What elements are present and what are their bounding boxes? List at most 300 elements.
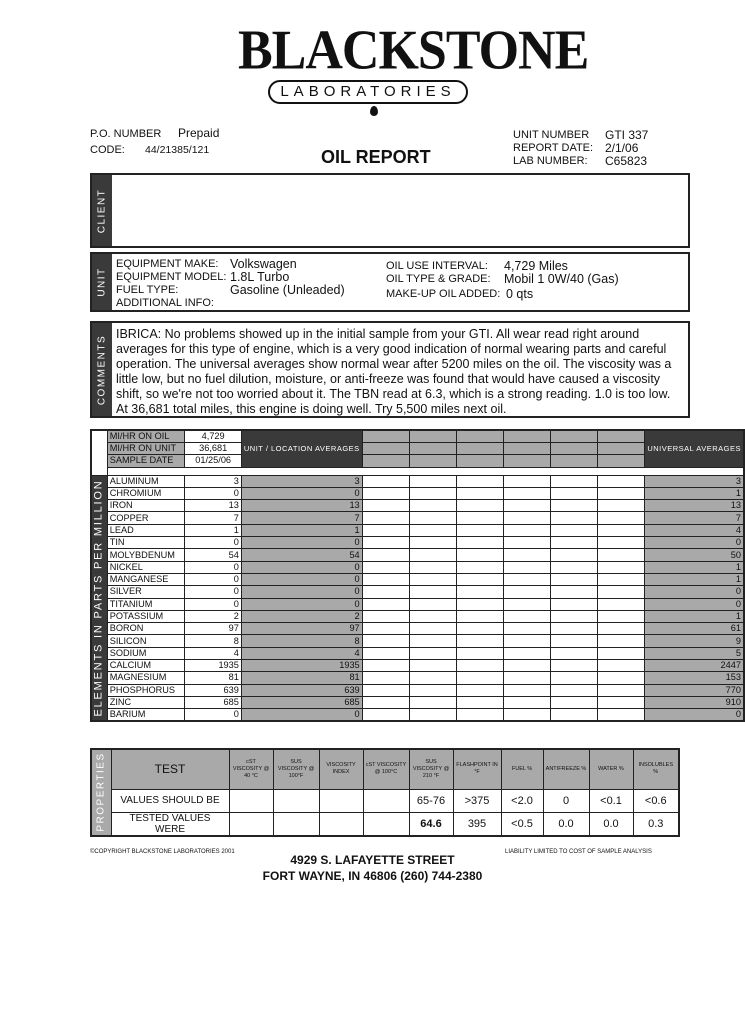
property-header: SUS VISCOSITY @ 210 °F [409, 749, 453, 789]
empty-cell [551, 500, 598, 512]
empty-cell [551, 561, 598, 573]
element-value: 0 [185, 709, 241, 722]
empty-cell [598, 696, 645, 708]
unit-averages-header: UNIT / LOCATION AVERAGES [241, 430, 362, 467]
empty-cell [598, 623, 645, 635]
element-value: 4 [185, 647, 241, 659]
empty-cell [504, 475, 551, 487]
tested-values-label: TESTED VALUES WERE [111, 812, 229, 836]
equipment-make: EQUIPMENT MAKE: [116, 258, 219, 270]
empty-cell [504, 660, 551, 672]
property-header: ANTIFREEZE % [543, 749, 589, 789]
empty-cell [551, 487, 598, 499]
report-date [513, 141, 639, 155]
empty-cell [551, 709, 598, 722]
oil-drop-icon [370, 106, 378, 116]
element-row [91, 647, 744, 659]
po-number [90, 126, 220, 140]
empty-cell [362, 598, 409, 610]
additional-info: ADDITIONAL INFO: [116, 297, 214, 309]
unit-side-label: UNIT [92, 254, 112, 310]
empty-cell [598, 709, 645, 722]
expected-value: <0.1 [589, 789, 633, 812]
element-universal-average: 0 [645, 709, 744, 722]
makeup-oil-value: 0 qts [506, 287, 534, 301]
empty-cell [362, 623, 409, 635]
element-row [91, 524, 744, 536]
empty-cell [456, 524, 503, 536]
empty-cell [598, 610, 645, 622]
po-number-value: Prepaid [178, 126, 220, 140]
empty-cell [409, 623, 456, 635]
empty-cell [598, 672, 645, 684]
empty-cell [456, 549, 503, 561]
element-unit-average: 7 [241, 512, 362, 524]
comments-side-label: COMMENTS [92, 323, 112, 416]
empty-cell [362, 512, 409, 524]
test-header: TEST [111, 749, 229, 789]
element-name: TIN [107, 537, 185, 549]
element-unit-average: 0 [241, 709, 362, 722]
element-value: 81 [185, 672, 241, 684]
expected-value [273, 789, 319, 812]
element-name: MANGANESE [107, 573, 185, 585]
empty-cell [456, 598, 503, 610]
empty-cell [504, 500, 551, 512]
tested-value [229, 812, 273, 836]
logo-wordmark: BLACKSTONE [238, 19, 589, 82]
expected-value: <2.0 [501, 789, 543, 812]
equipment-model: EQUIPMENT MODEL: [116, 271, 227, 283]
equipment-make-value: Volkswagen [230, 257, 297, 271]
empty-cell [504, 672, 551, 684]
element-value: 0 [185, 586, 241, 598]
property-header: cST VISCOSITY @ 100°C [363, 749, 409, 789]
lab-number-value: C65823 [605, 154, 648, 168]
empty-cell [456, 610, 503, 622]
element-universal-average: 7 [645, 512, 744, 524]
client-section [90, 173, 690, 248]
element-name: SILICON [107, 635, 185, 647]
element-name: POTASSIUM [107, 610, 185, 622]
element-row [91, 573, 744, 585]
company-logo [238, 19, 589, 116]
element-unit-average: 3 [241, 475, 362, 487]
empty-cell [456, 635, 503, 647]
empty-cell [456, 672, 503, 684]
comments-text: IBRICA: No problems showed up in the initial sample from your GTI. All wear read right around averages for this type of engine, which is a very good indication of normal wearing parts and careful operation. The universal averages show normal wear after 5200 miles on the oil. The viscosity was a little low, but no fuel dilution, moisture, or anti-freeze was found that would have caused a viscosity shift, so we're not too worried about it. The TBN read at 6.3, which is a strong reading. 1.0 is too low. At 36,681 total miles, this engine is doing well. Try 5,500 miles next oil. [116, 327, 672, 416]
empty-cell [409, 672, 456, 684]
element-unit-average: 97 [241, 623, 362, 635]
empty-cell [551, 573, 598, 585]
client-side-label: CLIENT [92, 175, 112, 246]
empty-cell [409, 455, 456, 467]
element-universal-average: 770 [645, 684, 744, 696]
empty-cell [504, 537, 551, 549]
oil-type-grade-value: Mobil 1 0W/40 (Gas) [504, 272, 619, 286]
empty-cell [598, 660, 645, 672]
empty-cell [598, 586, 645, 598]
empty-cell [551, 475, 598, 487]
empty-cell [551, 623, 598, 635]
empty-cell [409, 709, 456, 722]
empty-cell [504, 561, 551, 573]
meta-label: MI/HR ON UNIT [107, 443, 185, 455]
element-name: MAGNESIUM [107, 672, 185, 684]
empty-cell [456, 443, 503, 455]
element-name: BARIUM [107, 709, 185, 722]
empty-cell [598, 573, 645, 585]
element-unit-average: 639 [241, 684, 362, 696]
element-name: MOLYBDENUM [107, 549, 185, 561]
element-row [91, 623, 744, 635]
meta-value: 4,729 [185, 430, 241, 443]
empty-cell [362, 455, 409, 467]
element-value: 0 [185, 573, 241, 585]
empty-cell [598, 549, 645, 561]
element-unit-average: 4 [241, 647, 362, 659]
empty-cell [456, 475, 503, 487]
element-universal-average: 0 [645, 537, 744, 549]
properties-header-row [91, 749, 679, 789]
properties-table [90, 748, 680, 837]
empty-cell [551, 524, 598, 536]
address-street: 4929 S. LAFAYETTE STREET [290, 853, 455, 867]
property-header: WATER % [589, 749, 633, 789]
empty-cell [598, 512, 645, 524]
empty-cell [598, 598, 645, 610]
tested-value: 0.0 [543, 812, 589, 836]
element-value: 2 [185, 610, 241, 622]
empty-cell [504, 635, 551, 647]
element-row [91, 635, 744, 647]
empty-cell [504, 524, 551, 536]
unit-number-value: GTI 337 [605, 128, 649, 142]
tested-value [363, 812, 409, 836]
empty-cell [362, 573, 409, 585]
meta-value: 01/25/06 [185, 455, 241, 467]
meta-value: 36,681 [185, 443, 241, 455]
empty-cell [362, 537, 409, 549]
element-universal-average: 1 [645, 610, 744, 622]
empty-cell [362, 635, 409, 647]
empty-cell [456, 561, 503, 573]
property-header: FLASHPOINT IN °F [453, 749, 501, 789]
fuel-type: FUEL TYPE: [116, 284, 179, 296]
element-row [91, 537, 744, 549]
empty-cell [551, 455, 598, 467]
element-row [91, 696, 744, 708]
values-should-be-row [91, 789, 679, 812]
element-universal-average: 4 [645, 524, 744, 536]
element-row [91, 475, 744, 487]
empty-cell [598, 443, 645, 455]
element-unit-average: 81 [241, 672, 362, 684]
tested-value: 395 [453, 812, 501, 836]
element-unit-average: 0 [241, 561, 362, 573]
element-row [91, 684, 744, 696]
empty-cell [409, 512, 456, 524]
empty-cell [598, 430, 645, 443]
empty-cell [456, 586, 503, 598]
element-name: SILVER [107, 586, 185, 598]
expected-value: 65-76 [409, 789, 453, 812]
empty-cell [551, 598, 598, 610]
oil-type-grade: OIL TYPE & GRADE: [386, 273, 491, 285]
empty-cell [504, 586, 551, 598]
empty-cell [598, 524, 645, 536]
universal-averages-header: UNIVERSAL AVERAGES [645, 430, 744, 467]
element-unit-average: 1935 [241, 660, 362, 672]
element-row [91, 512, 744, 524]
empty-cell [409, 524, 456, 536]
empty-cell [362, 487, 409, 499]
empty-cell [362, 586, 409, 598]
expected-value: >375 [453, 789, 501, 812]
po-number-label: P.O. NUMBER [90, 128, 162, 140]
empty-cell [409, 487, 456, 499]
tested-value: 0.3 [633, 812, 679, 836]
empty-cell [456, 684, 503, 696]
element-universal-average: 3 [645, 475, 744, 487]
element-unit-average: 13 [241, 500, 362, 512]
empty-cell [551, 660, 598, 672]
empty-cell [409, 610, 456, 622]
element-value: 0 [185, 561, 241, 573]
element-universal-average: 9 [645, 635, 744, 647]
property-header: SUS VISCOSITY @ 100°F [273, 749, 319, 789]
element-unit-average: 2 [241, 610, 362, 622]
empty-cell [409, 475, 456, 487]
element-row [91, 549, 744, 561]
element-row [91, 598, 744, 610]
empty-cell [598, 561, 645, 573]
empty-cell [598, 500, 645, 512]
element-name: BORON [107, 623, 185, 635]
empty-cell [598, 537, 645, 549]
element-universal-average: 13 [645, 500, 744, 512]
empty-cell [409, 500, 456, 512]
element-name: LEAD [107, 524, 185, 536]
empty-cell [456, 623, 503, 635]
element-unit-average: 0 [241, 573, 362, 585]
empty-cell [551, 672, 598, 684]
empty-cell [551, 512, 598, 524]
empty-cell [362, 524, 409, 536]
element-value: 0 [185, 598, 241, 610]
empty-cell [504, 623, 551, 635]
unit-section [90, 252, 690, 312]
element-row [91, 500, 744, 512]
element-unit-average: 8 [241, 635, 362, 647]
element-universal-average: 910 [645, 696, 744, 708]
element-value: 685 [185, 696, 241, 708]
element-row [91, 610, 744, 622]
empty-cell [456, 512, 503, 524]
element-name: SODIUM [107, 647, 185, 659]
empty-cell [362, 709, 409, 722]
empty-cell [551, 647, 598, 659]
property-header: cST VISCOSITY @ 40 °C [229, 749, 273, 789]
element-universal-average: 153 [645, 672, 744, 684]
empty-cell [504, 709, 551, 722]
empty-cell [409, 430, 456, 443]
element-value: 7 [185, 512, 241, 524]
element-unit-average: 685 [241, 696, 362, 708]
code [90, 144, 210, 156]
empty-cell [362, 660, 409, 672]
properties-side-label: PROPERTIES [91, 749, 111, 836]
elements-table [90, 429, 745, 722]
empty-cell [504, 696, 551, 708]
meta-label: MI/HR ON OIL [107, 430, 185, 443]
empty-cell [362, 475, 409, 487]
empty-cell [409, 647, 456, 659]
property-header: VISCOSITY INDEX [319, 749, 363, 789]
empty-cell [504, 512, 551, 524]
empty-cell [504, 684, 551, 696]
empty-cell [456, 696, 503, 708]
element-unit-average: 0 [241, 537, 362, 549]
empty-cell [456, 500, 503, 512]
empty-cell [456, 660, 503, 672]
empty-cell [598, 475, 645, 487]
element-row [91, 660, 744, 672]
empty-cell [504, 443, 551, 455]
element-name: CALCIUM [107, 660, 185, 672]
element-universal-average: 1 [645, 487, 744, 499]
element-name: PHOSPHORUS [107, 684, 185, 696]
empty-cell [598, 647, 645, 659]
empty-cell [456, 647, 503, 659]
fuel-type-value: Gasoline (Unleaded) [230, 283, 345, 297]
element-row [91, 709, 744, 722]
empty-cell [456, 573, 503, 585]
element-universal-average: 50 [645, 549, 744, 561]
element-name: COPPER [107, 512, 185, 524]
expected-value: 0 [543, 789, 589, 812]
empty-cell [598, 635, 645, 647]
report-title: OIL REPORT [321, 147, 431, 167]
empty-cell [551, 549, 598, 561]
equipment-model-value: 1.8L Turbo [230, 270, 290, 284]
empty-cell [504, 573, 551, 585]
property-header: INSOLUBLES % [633, 749, 679, 789]
empty-cell [551, 537, 598, 549]
element-name: NICKEL [107, 561, 185, 573]
logo-subtitle: LABORATORIES [268, 80, 467, 104]
empty-cell [551, 684, 598, 696]
empty-cell [409, 586, 456, 598]
copyright-notice: ©COPYRIGHT BLACKSTONE LABORATORIES 2001 [90, 849, 235, 855]
element-value: 1 [185, 524, 241, 536]
empty-cell [551, 696, 598, 708]
element-name: IRON [107, 500, 185, 512]
empty-cell [598, 684, 645, 696]
tested-values-row [91, 812, 679, 836]
element-value: 54 [185, 549, 241, 561]
element-universal-average: 1 [645, 573, 744, 585]
empty-cell [409, 660, 456, 672]
empty-cell [409, 537, 456, 549]
address-city: FORT WAYNE, IN 46806 (260) 744-2380 [262, 869, 483, 883]
report-date-value: 2/1/06 [605, 141, 639, 155]
report-date-label: REPORT DATE: [513, 142, 594, 154]
element-name: ALUMINUM [107, 475, 185, 487]
empty-cell [362, 647, 409, 659]
element-universal-average: 61 [645, 623, 744, 635]
empty-cell [551, 610, 598, 622]
empty-cell [409, 635, 456, 647]
meta-label: SAMPLE DATE [107, 455, 185, 467]
tested-value [273, 812, 319, 836]
empty-cell [362, 430, 409, 443]
lab-number-label: LAB NUMBER: [513, 155, 588, 167]
empty-cell [551, 443, 598, 455]
element-value: 0 [185, 487, 241, 499]
element-universal-average: 0 [645, 598, 744, 610]
element-unit-average: 0 [241, 487, 362, 499]
empty-cell [504, 455, 551, 467]
element-value: 639 [185, 684, 241, 696]
code-label: CODE: [90, 144, 125, 156]
sample-meta-row [91, 430, 744, 443]
elements-side-label: ELEMENTS IN PARTS PER MILLION [91, 475, 107, 721]
element-universal-average: 0 [645, 586, 744, 598]
element-unit-average: 54 [241, 549, 362, 561]
makeup-oil: MAKE-UP OIL ADDED: [386, 288, 501, 300]
empty-cell [456, 430, 503, 443]
unit-number [513, 128, 649, 142]
empty-cell [362, 672, 409, 684]
element-name: CHROMIUM [107, 487, 185, 499]
empty-cell [551, 586, 598, 598]
oil-use-interval-value: 4,729 Miles [504, 259, 568, 273]
element-universal-average: 1 [645, 561, 744, 573]
element-row [91, 586, 744, 598]
empty-cell [598, 487, 645, 499]
comments-section [90, 321, 690, 418]
tested-value [319, 812, 363, 836]
empty-cell [409, 696, 456, 708]
element-value: 1935 [185, 660, 241, 672]
empty-cell [504, 487, 551, 499]
empty-cell [551, 635, 598, 647]
element-value: 97 [185, 623, 241, 635]
empty-cell [504, 647, 551, 659]
empty-cell [409, 443, 456, 455]
property-header: FUEL % [501, 749, 543, 789]
element-value: 13 [185, 500, 241, 512]
values-should-be-label: VALUES SHOULD BE [111, 789, 229, 812]
element-name: TITANIUM [107, 598, 185, 610]
empty-cell [362, 696, 409, 708]
element-unit-average: 1 [241, 524, 362, 536]
element-value: 0 [185, 537, 241, 549]
element-value: 3 [185, 475, 241, 487]
empty-cell [598, 455, 645, 467]
empty-cell [504, 598, 551, 610]
empty-cell [409, 561, 456, 573]
empty-cell [456, 487, 503, 499]
empty-cell [456, 455, 503, 467]
empty-cell [504, 549, 551, 561]
element-universal-average: 5 [645, 647, 744, 659]
element-name: ZINC [107, 696, 185, 708]
element-universal-average: 2447 [645, 660, 744, 672]
element-unit-average: 0 [241, 598, 362, 610]
empty-cell [409, 684, 456, 696]
